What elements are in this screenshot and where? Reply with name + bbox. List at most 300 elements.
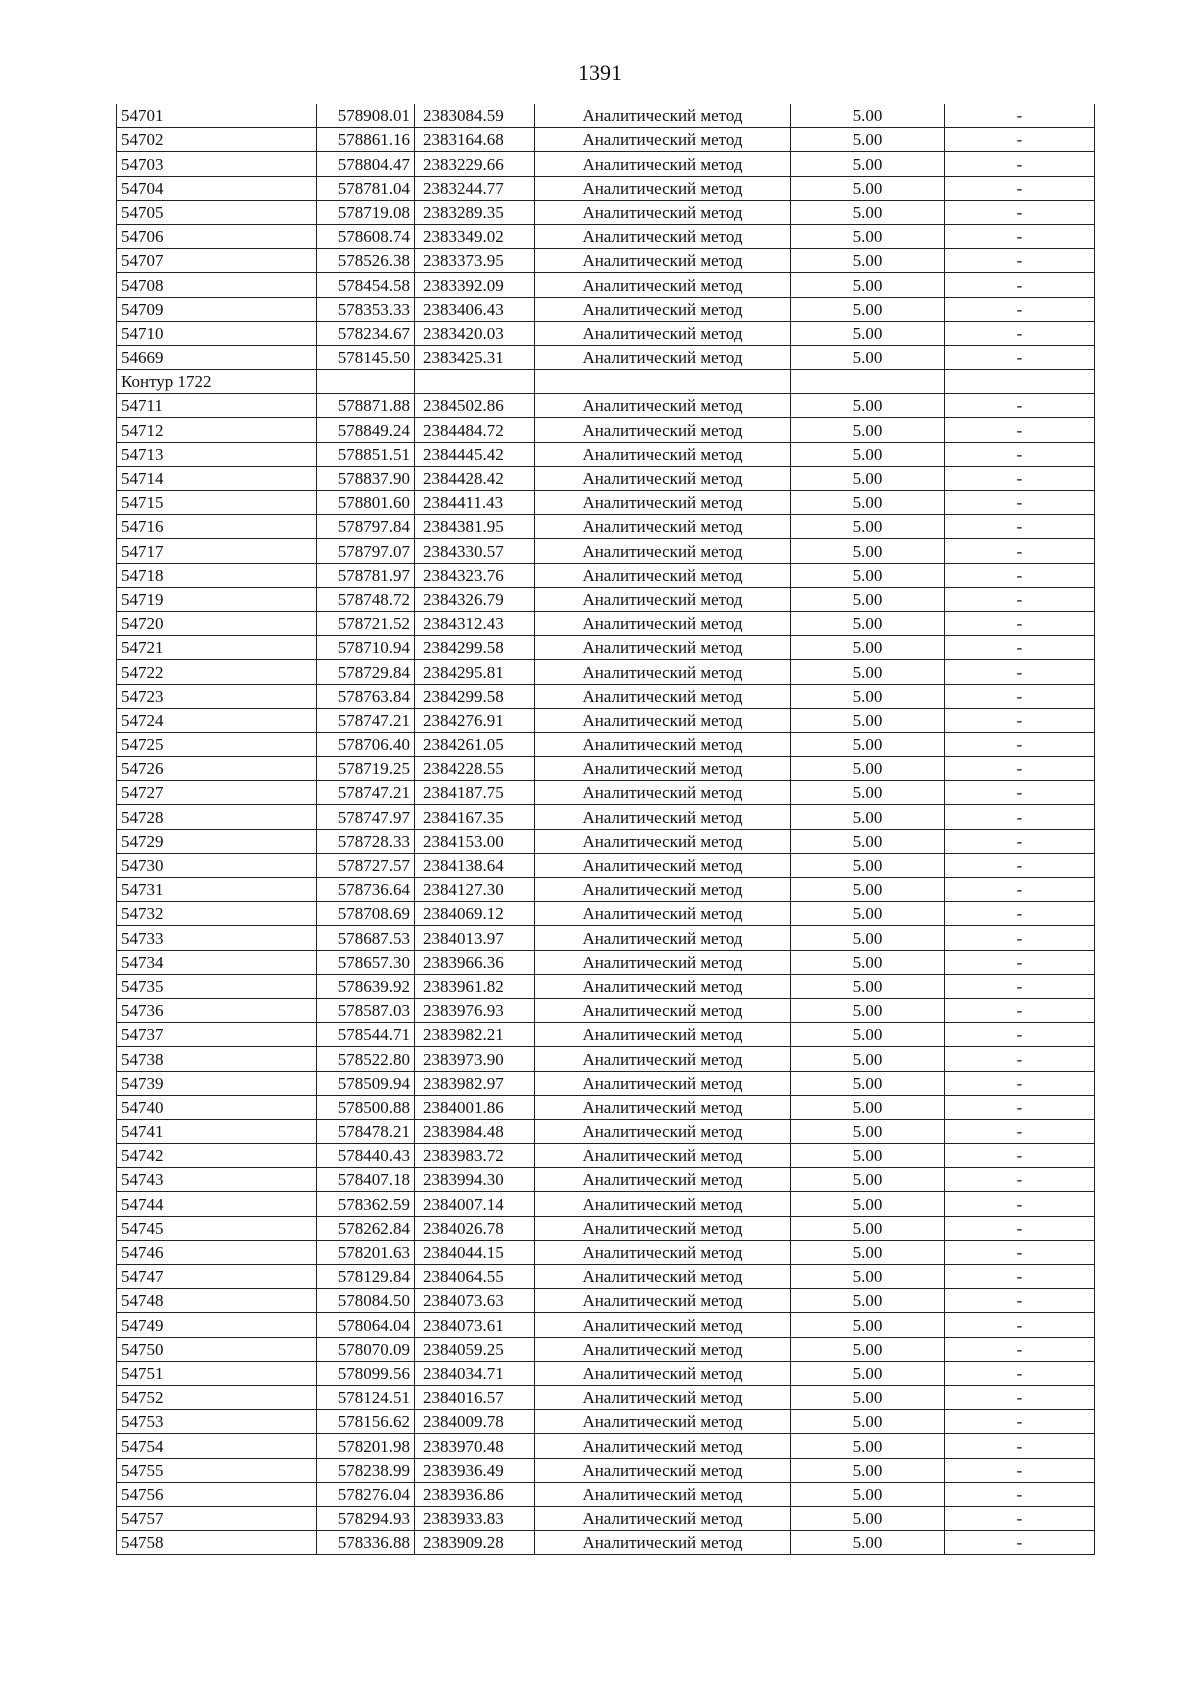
method-cell: Аналитический метод	[535, 853, 791, 877]
note-cell: -	[945, 1289, 1095, 1313]
y-coordinate-cell: 2384295.81	[415, 660, 535, 684]
note-cell: -	[945, 128, 1095, 152]
method-cell: Аналитический метод	[535, 708, 791, 732]
y-coordinate-cell: 2384044.15	[415, 1240, 535, 1264]
table-row	[117, 1119, 1095, 1143]
x-coordinate-cell: 578781.97	[317, 563, 415, 587]
x-coordinate-cell: 578070.09	[317, 1337, 415, 1361]
y-coordinate-cell: 2384411.43	[415, 491, 535, 515]
table-row	[117, 926, 1095, 950]
x-coordinate-cell: 578608.74	[317, 224, 415, 248]
y-coordinate-cell: 2383373.95	[415, 249, 535, 273]
section-row	[117, 370, 1095, 394]
x-coordinate-cell: 578099.56	[317, 1361, 415, 1385]
table-row	[117, 152, 1095, 176]
x-coordinate-cell: 578156.62	[317, 1410, 415, 1434]
accuracy-cell: 5.00	[791, 152, 945, 176]
x-coordinate-cell: 578797.07	[317, 539, 415, 563]
table-row	[117, 104, 1095, 128]
x-coordinate-cell: 578729.84	[317, 660, 415, 684]
x-coordinate-cell: 578797.84	[317, 515, 415, 539]
y-coordinate-cell: 2383229.66	[415, 152, 535, 176]
table-row	[117, 466, 1095, 490]
method-cell: Аналитический метод	[535, 1313, 791, 1337]
accuracy-cell: 5.00	[791, 1289, 945, 1313]
accuracy-cell: 5.00	[791, 1144, 945, 1168]
table-row	[117, 1192, 1095, 1216]
accuracy-cell: 5.00	[791, 974, 945, 998]
table-row	[117, 345, 1095, 369]
y-coordinate-cell: 2384330.57	[415, 539, 535, 563]
table-row	[117, 1265, 1095, 1289]
note-cell: -	[945, 757, 1095, 781]
method-cell: Аналитический метод	[535, 902, 791, 926]
accuracy-cell: 5.00	[791, 321, 945, 345]
y-coordinate-cell: 2384073.61	[415, 1313, 535, 1337]
accuracy-cell: 5.00	[791, 1071, 945, 1095]
coordinates-table	[116, 104, 1095, 1555]
table-row	[117, 1023, 1095, 1047]
y-coordinate-cell: 2384381.95	[415, 515, 535, 539]
note-cell: -	[945, 1071, 1095, 1095]
x-coordinate-cell: 578500.88	[317, 1095, 415, 1119]
y-coordinate-cell: 2383994.30	[415, 1168, 535, 1192]
point-number-cell: 54711	[117, 394, 317, 418]
table-row	[117, 491, 1095, 515]
x-coordinate-cell: 578234.67	[317, 321, 415, 345]
x-coordinate-cell: 578719.25	[317, 757, 415, 781]
table-row	[117, 805, 1095, 829]
point-number-cell: 54755	[117, 1458, 317, 1482]
method-cell: Аналитический метод	[535, 829, 791, 853]
method-cell: Аналитический метод	[535, 345, 791, 369]
x-coordinate-cell: 578353.33	[317, 297, 415, 321]
point-number-cell: 54745	[117, 1216, 317, 1240]
method-cell: Аналитический метод	[535, 1047, 791, 1071]
accuracy-cell: 5.00	[791, 1168, 945, 1192]
note-cell: -	[945, 1385, 1095, 1409]
point-number-cell: 54738	[117, 1047, 317, 1071]
accuracy-cell: 5.00	[791, 757, 945, 781]
x-coordinate-cell: 578129.84	[317, 1265, 415, 1289]
method-cell: Аналитический метод	[535, 660, 791, 684]
accuracy-cell: 5.00	[791, 902, 945, 926]
accuracy-cell: 5.00	[791, 781, 945, 805]
table-row	[117, 321, 1095, 345]
x-coordinate-cell: 578522.80	[317, 1047, 415, 1071]
method-cell: Аналитический метод	[535, 1410, 791, 1434]
x-coordinate-cell: 578710.94	[317, 636, 415, 660]
point-number-cell: 54721	[117, 636, 317, 660]
x-coordinate-cell: 578748.72	[317, 587, 415, 611]
y-coordinate-cell: 2384026.78	[415, 1216, 535, 1240]
y-coordinate-cell: 2383933.83	[415, 1506, 535, 1530]
note-cell: -	[945, 563, 1095, 587]
point-number-cell: 54733	[117, 926, 317, 950]
method-cell: Аналитический метод	[535, 249, 791, 273]
accuracy-cell: 5.00	[791, 224, 945, 248]
table-row	[117, 515, 1095, 539]
note-cell: -	[945, 1506, 1095, 1530]
point-number-cell: 54714	[117, 466, 317, 490]
accuracy-cell: 5.00	[791, 491, 945, 515]
accuracy-cell: 5.00	[791, 1095, 945, 1119]
x-coordinate-cell: 578124.51	[317, 1385, 415, 1409]
table-row	[117, 1168, 1095, 1192]
y-coordinate-cell: 2384073.63	[415, 1289, 535, 1313]
y-coordinate-cell: 2383936.86	[415, 1482, 535, 1506]
note-cell: -	[945, 1482, 1095, 1506]
point-number-cell: 54753	[117, 1410, 317, 1434]
note-cell: -	[945, 273, 1095, 297]
point-number-cell: 54730	[117, 853, 317, 877]
y-coordinate-cell: 2384034.71	[415, 1361, 535, 1385]
x-coordinate-cell: 578657.30	[317, 950, 415, 974]
y-coordinate-cell: 2384059.25	[415, 1337, 535, 1361]
table-row	[117, 1144, 1095, 1168]
table-row	[117, 128, 1095, 152]
method-cell: Аналитический метод	[535, 1095, 791, 1119]
method-cell: Аналитический метод	[535, 1119, 791, 1143]
accuracy-cell: 5.00	[791, 611, 945, 635]
y-coordinate-cell: 2383983.72	[415, 1144, 535, 1168]
table-row	[117, 1289, 1095, 1313]
y-coordinate-cell: 2383349.02	[415, 224, 535, 248]
point-number-cell: 54739	[117, 1071, 317, 1095]
y-coordinate-cell: 2384009.78	[415, 1410, 535, 1434]
y-coordinate-cell: 2383909.28	[415, 1531, 535, 1555]
accuracy-cell: 5.00	[791, 829, 945, 853]
point-number-cell: 54734	[117, 950, 317, 974]
point-number-cell: 54716	[117, 515, 317, 539]
point-number-cell: 54704	[117, 176, 317, 200]
note-cell: -	[945, 636, 1095, 660]
note-cell: -	[945, 1119, 1095, 1143]
table-row	[117, 1410, 1095, 1434]
y-coordinate-cell: 2383961.82	[415, 974, 535, 998]
point-number-cell: 54726	[117, 757, 317, 781]
note-cell: -	[945, 902, 1095, 926]
note-cell: -	[945, 1313, 1095, 1337]
y-coordinate-cell: 2384326.79	[415, 587, 535, 611]
note-cell: -	[945, 418, 1095, 442]
empty-cell	[791, 370, 945, 394]
point-number-cell: 54727	[117, 781, 317, 805]
accuracy-cell: 5.00	[791, 1506, 945, 1530]
method-cell: Аналитический метод	[535, 200, 791, 224]
y-coordinate-cell: 2384299.58	[415, 636, 535, 660]
x-coordinate-cell: 578747.21	[317, 781, 415, 805]
x-coordinate-cell: 578509.94	[317, 1071, 415, 1095]
y-coordinate-cell: 2384007.14	[415, 1192, 535, 1216]
point-number-cell: 54731	[117, 878, 317, 902]
point-number-cell: 54735	[117, 974, 317, 998]
x-coordinate-cell: 578763.84	[317, 684, 415, 708]
accuracy-cell: 5.00	[791, 878, 945, 902]
table-row	[117, 273, 1095, 297]
note-cell: -	[945, 1434, 1095, 1458]
note-cell: -	[945, 660, 1095, 684]
note-cell: -	[945, 224, 1095, 248]
table-row	[117, 950, 1095, 974]
table-row	[117, 200, 1095, 224]
table-row	[117, 249, 1095, 273]
x-coordinate-cell: 578262.84	[317, 1216, 415, 1240]
note-cell: -	[945, 853, 1095, 877]
table-row	[117, 1047, 1095, 1071]
method-cell: Аналитический метод	[535, 781, 791, 805]
table-row	[117, 394, 1095, 418]
note-cell: -	[945, 950, 1095, 974]
point-number-cell: 54740	[117, 1095, 317, 1119]
table-row	[117, 1216, 1095, 1240]
point-number-cell: 54750	[117, 1337, 317, 1361]
note-cell: -	[945, 104, 1095, 128]
point-number-cell: 54756	[117, 1482, 317, 1506]
table-row	[117, 878, 1095, 902]
y-coordinate-cell: 2384276.91	[415, 708, 535, 732]
point-number-cell: 54719	[117, 587, 317, 611]
y-coordinate-cell: 2384064.55	[415, 1265, 535, 1289]
method-cell: Аналитический метод	[535, 1216, 791, 1240]
method-cell: Аналитический метод	[535, 1240, 791, 1264]
point-number-cell: 54741	[117, 1119, 317, 1143]
y-coordinate-cell: 2384228.55	[415, 757, 535, 781]
accuracy-cell: 5.00	[791, 1482, 945, 1506]
x-coordinate-cell: 578721.52	[317, 611, 415, 635]
table-row	[117, 1240, 1095, 1264]
method-cell: Аналитический метод	[535, 757, 791, 781]
x-coordinate-cell: 578801.60	[317, 491, 415, 515]
table-row	[117, 611, 1095, 635]
y-coordinate-cell: 2384001.86	[415, 1095, 535, 1119]
accuracy-cell: 5.00	[791, 539, 945, 563]
coordinates-table-body	[117, 104, 1095, 1555]
table-row	[117, 1434, 1095, 1458]
accuracy-cell: 5.00	[791, 200, 945, 224]
accuracy-cell: 5.00	[791, 1216, 945, 1240]
note-cell: -	[945, 249, 1095, 273]
point-number-cell: 54749	[117, 1313, 317, 1337]
method-cell: Аналитический метод	[535, 1434, 791, 1458]
note-cell: -	[945, 829, 1095, 853]
y-coordinate-cell: 2384069.12	[415, 902, 535, 926]
accuracy-cell: 5.00	[791, 515, 945, 539]
x-coordinate-cell: 578294.93	[317, 1506, 415, 1530]
accuracy-cell: 5.00	[791, 636, 945, 660]
point-number-cell: 54747	[117, 1265, 317, 1289]
method-cell: Аналитический метод	[535, 611, 791, 635]
point-number-cell: 54710	[117, 321, 317, 345]
note-cell: -	[945, 611, 1095, 635]
note-cell: -	[945, 1361, 1095, 1385]
table-row	[117, 539, 1095, 563]
table-row	[117, 757, 1095, 781]
accuracy-cell: 5.00	[791, 345, 945, 369]
accuracy-cell: 5.00	[791, 1119, 945, 1143]
method-cell: Аналитический метод	[535, 974, 791, 998]
table-row	[117, 1458, 1095, 1482]
x-coordinate-cell: 578478.21	[317, 1119, 415, 1143]
accuracy-cell: 5.00	[791, 1337, 945, 1361]
method-cell: Аналитический метод	[535, 1458, 791, 1482]
point-number-cell: 54707	[117, 249, 317, 273]
x-coordinate-cell: 578526.38	[317, 249, 415, 273]
x-coordinate-cell: 578084.50	[317, 1289, 415, 1313]
method-cell: Аналитический метод	[535, 224, 791, 248]
table-row	[117, 1313, 1095, 1337]
y-coordinate-cell: 2384299.58	[415, 684, 535, 708]
point-number-cell: 54758	[117, 1531, 317, 1555]
x-coordinate-cell: 578336.88	[317, 1531, 415, 1555]
x-coordinate-cell: 578871.88	[317, 394, 415, 418]
method-cell: Аналитический метод	[535, 878, 791, 902]
y-coordinate-cell: 2383970.48	[415, 1434, 535, 1458]
method-cell: Аналитический метод	[535, 636, 791, 660]
method-cell: Аналитический метод	[535, 1265, 791, 1289]
method-cell: Аналитический метод	[535, 732, 791, 756]
table-row	[117, 1482, 1095, 1506]
x-coordinate-cell: 578454.58	[317, 273, 415, 297]
point-number-cell: 54708	[117, 273, 317, 297]
note-cell: -	[945, 1047, 1095, 1071]
accuracy-cell: 5.00	[791, 273, 945, 297]
method-cell: Аналитический метод	[535, 1531, 791, 1555]
note-cell: -	[945, 345, 1095, 369]
note-cell: -	[945, 1410, 1095, 1434]
table-row	[117, 1095, 1095, 1119]
x-coordinate-cell: 578064.04	[317, 1313, 415, 1337]
y-coordinate-cell: 2384428.42	[415, 466, 535, 490]
note-cell: -	[945, 1144, 1095, 1168]
accuracy-cell: 5.00	[791, 1313, 945, 1337]
note-cell: -	[945, 805, 1095, 829]
accuracy-cell: 5.00	[791, 853, 945, 877]
x-coordinate-cell: 578544.71	[317, 1023, 415, 1047]
method-cell: Аналитический метод	[535, 1337, 791, 1361]
point-number-cell: 54736	[117, 998, 317, 1022]
table-row	[117, 587, 1095, 611]
x-coordinate-cell: 578276.04	[317, 1482, 415, 1506]
point-number-cell: 54717	[117, 539, 317, 563]
method-cell: Аналитический метод	[535, 1482, 791, 1506]
note-cell: -	[945, 732, 1095, 756]
method-cell: Аналитический метод	[535, 1071, 791, 1095]
accuracy-cell: 5.00	[791, 1531, 945, 1555]
table-row	[117, 563, 1095, 587]
note-cell: -	[945, 1216, 1095, 1240]
y-coordinate-cell: 2383982.97	[415, 1071, 535, 1095]
method-cell: Аналитический метод	[535, 1168, 791, 1192]
table-row	[117, 1361, 1095, 1385]
table-row	[117, 660, 1095, 684]
method-cell: Аналитический метод	[535, 297, 791, 321]
table-row	[117, 297, 1095, 321]
x-coordinate-cell: 578861.16	[317, 128, 415, 152]
note-cell: -	[945, 1023, 1095, 1047]
accuracy-cell: 5.00	[791, 1023, 945, 1047]
method-cell: Аналитический метод	[535, 1289, 791, 1313]
x-coordinate-cell: 578728.33	[317, 829, 415, 853]
note-cell: -	[945, 297, 1095, 321]
method-cell: Аналитический метод	[535, 998, 791, 1022]
note-cell: -	[945, 539, 1095, 563]
method-cell: Аналитический метод	[535, 466, 791, 490]
method-cell: Аналитический метод	[535, 273, 791, 297]
y-coordinate-cell: 2383976.93	[415, 998, 535, 1022]
point-number-cell: 54702	[117, 128, 317, 152]
table-row	[117, 1531, 1095, 1555]
accuracy-cell: 5.00	[791, 466, 945, 490]
accuracy-cell: 5.00	[791, 998, 945, 1022]
note-cell: -	[945, 781, 1095, 805]
x-coordinate-cell: 578201.63	[317, 1240, 415, 1264]
x-coordinate-cell: 578201.98	[317, 1434, 415, 1458]
table-row	[117, 974, 1095, 998]
empty-cell	[945, 370, 1095, 394]
point-number-cell: 54701	[117, 104, 317, 128]
table-row	[117, 1337, 1095, 1361]
y-coordinate-cell: 2384138.64	[415, 853, 535, 877]
point-number-cell: 54703	[117, 152, 317, 176]
accuracy-cell: 5.00	[791, 660, 945, 684]
note-cell: -	[945, 1240, 1095, 1264]
point-number-cell: 54746	[117, 1240, 317, 1264]
accuracy-cell: 5.00	[791, 1434, 945, 1458]
method-cell: Аналитический метод	[535, 1361, 791, 1385]
empty-cell	[317, 370, 415, 394]
y-coordinate-cell: 2383164.68	[415, 128, 535, 152]
accuracy-cell: 5.00	[791, 1192, 945, 1216]
note-cell: -	[945, 515, 1095, 539]
accuracy-cell: 5.00	[791, 684, 945, 708]
point-number-cell: 54737	[117, 1023, 317, 1047]
note-cell: -	[945, 1168, 1095, 1192]
x-coordinate-cell: 578706.40	[317, 732, 415, 756]
note-cell: -	[945, 1458, 1095, 1482]
accuracy-cell: 5.00	[791, 1240, 945, 1264]
point-number-cell: 54751	[117, 1361, 317, 1385]
table-row	[117, 902, 1095, 926]
method-cell: Аналитический метод	[535, 152, 791, 176]
method-cell: Аналитический метод	[535, 176, 791, 200]
method-cell: Аналитический метод	[535, 1192, 791, 1216]
accuracy-cell: 5.00	[791, 805, 945, 829]
x-coordinate-cell: 578736.64	[317, 878, 415, 902]
table-row	[117, 224, 1095, 248]
x-coordinate-cell: 578587.03	[317, 998, 415, 1022]
empty-cell	[415, 370, 535, 394]
x-coordinate-cell: 578727.57	[317, 853, 415, 877]
table-row	[117, 176, 1095, 200]
y-coordinate-cell: 2383289.35	[415, 200, 535, 224]
note-cell: -	[945, 1337, 1095, 1361]
note-cell: -	[945, 974, 1095, 998]
note-cell: -	[945, 442, 1095, 466]
table-row	[117, 684, 1095, 708]
x-coordinate-cell: 578804.47	[317, 152, 415, 176]
page-number: 1391	[578, 60, 622, 85]
note-cell: -	[945, 708, 1095, 732]
point-number-cell: 54729	[117, 829, 317, 853]
method-cell: Аналитический метод	[535, 104, 791, 128]
y-coordinate-cell: 2383425.31	[415, 345, 535, 369]
accuracy-cell: 5.00	[791, 394, 945, 418]
method-cell: Аналитический метод	[535, 926, 791, 950]
table-row	[117, 708, 1095, 732]
accuracy-cell: 5.00	[791, 708, 945, 732]
point-number-cell: 54757	[117, 1506, 317, 1530]
